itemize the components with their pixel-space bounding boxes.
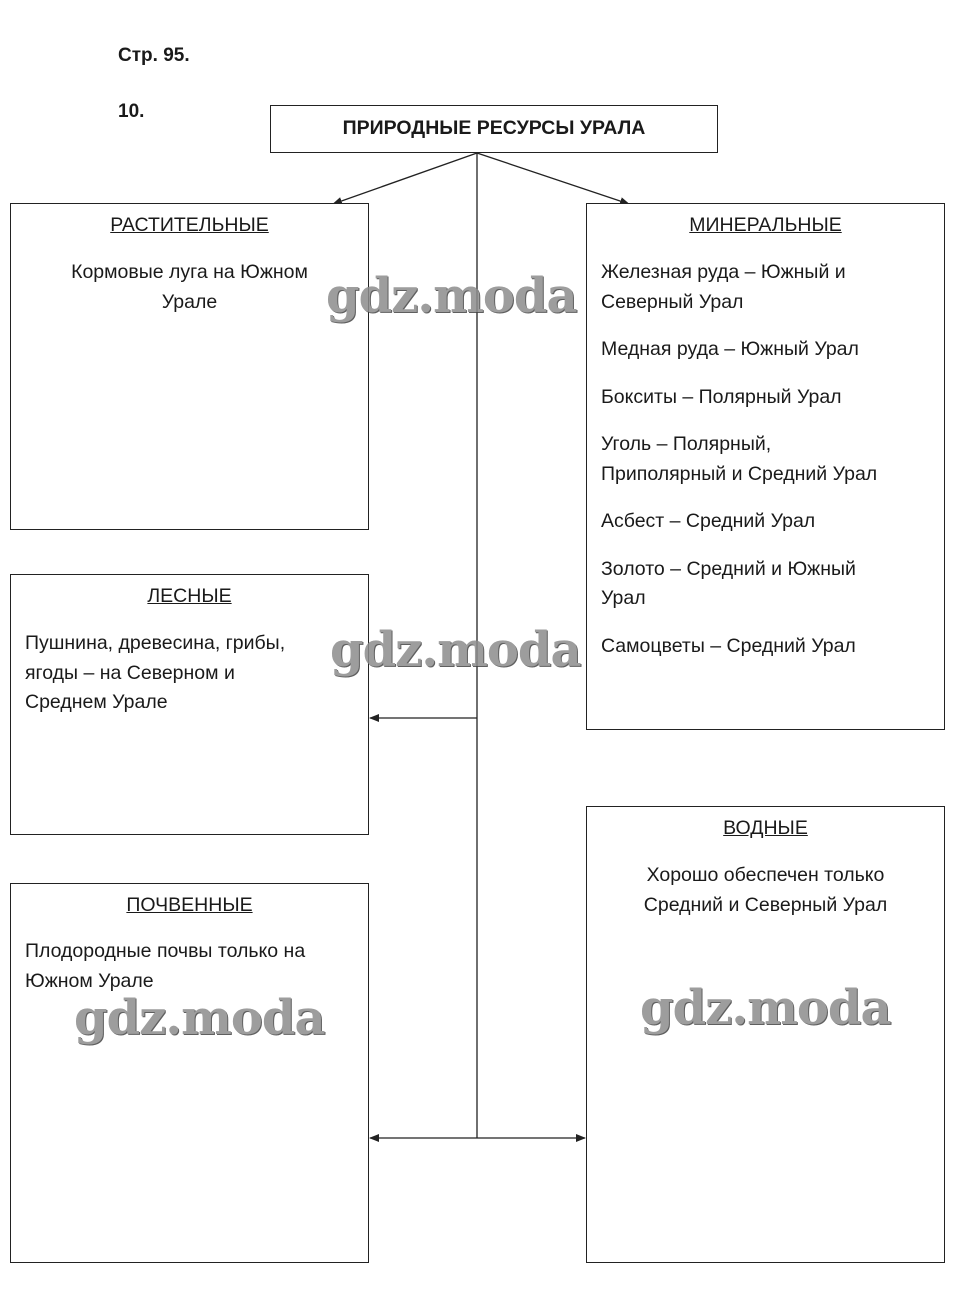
- plant-box: [10, 203, 369, 530]
- mineral-item-line: Медная руда – Южный Урал: [601, 338, 859, 360]
- soil-text: [25, 937, 360, 996]
- watermark: gdz.moda: [640, 980, 891, 1036]
- mineral-item-line: Северный Урал: [601, 290, 744, 313]
- mineral-item: [601, 258, 938, 317]
- forest-text-line: Пушнина, древесина, грибы,: [25, 632, 286, 654]
- mineral-item: [601, 383, 938, 413]
- mineral-item-line: Бокситы – Полярный Урал: [601, 385, 842, 408]
- soil-text-line: Плодородные почвы только на: [25, 940, 306, 962]
- mineral-item: [601, 430, 938, 489]
- mineral-item: [601, 335, 938, 365]
- mineral-box: [586, 203, 945, 730]
- mineral-list: [601, 258, 938, 679]
- water-title: ВОДНЫЕ: [723, 817, 808, 839]
- watermark: gdz.moda: [326, 268, 577, 324]
- mineral-item-line: Приполярный и Средний Урал: [601, 462, 878, 485]
- arrow-to-mineral: [477, 153, 629, 204]
- forest-box: [10, 574, 369, 835]
- plant-text-line: Кормовые луга на Южном: [71, 261, 308, 283]
- soil-box: [10, 883, 369, 1263]
- forest-title: ЛЕСНЫЕ: [147, 585, 232, 607]
- mineral-item-line: Асбест – Средний Урал: [601, 510, 816, 532]
- forest-text: [25, 629, 360, 718]
- mineral-item-line: Уголь – Полярный,: [601, 433, 772, 455]
- page-number: Стр. 95.: [118, 45, 190, 66]
- water-text-line: Средний и Северный Урал: [643, 893, 888, 916]
- mineral-item-line: Железная руда – Южный и: [601, 261, 846, 283]
- plant-text: [11, 258, 368, 317]
- mineral-title: МИНЕРАЛЬНЫЕ: [689, 214, 842, 236]
- mineral-item: [601, 555, 938, 614]
- mineral-item-line: Самоцветы – Средний Урал: [601, 634, 856, 657]
- water-text-line: Хорошо обеспечен только: [646, 864, 885, 886]
- mineral-item-line: Золото – Средний и Южный: [601, 557, 856, 580]
- mineral-item: [601, 632, 938, 662]
- mineral-item: [601, 507, 938, 537]
- arrow-to-plant: [333, 153, 477, 204]
- forest-text-line: ягоды – на Северном и: [25, 661, 235, 684]
- plant-text-line: Урале: [161, 290, 218, 313]
- soil-title: ПОЧВЕННЫЕ: [126, 894, 253, 916]
- plant-title: РАСТИТЕЛЬНЫЕ: [110, 214, 269, 236]
- watermark: gdz.moda: [330, 622, 581, 678]
- task-number: 10.: [118, 101, 145, 122]
- root-title: ПРИРОДНЫЕ РЕСУРСЫ УРАЛА: [342, 117, 646, 139]
- watermark: gdz.moda: [74, 990, 325, 1046]
- soil-text-line: Южном Урале: [25, 969, 154, 992]
- forest-text-line: Среднем Урале: [25, 691, 168, 713]
- mineral-item-line: Урал: [601, 587, 646, 609]
- water-text: [587, 861, 944, 920]
- root-box: [270, 105, 718, 153]
